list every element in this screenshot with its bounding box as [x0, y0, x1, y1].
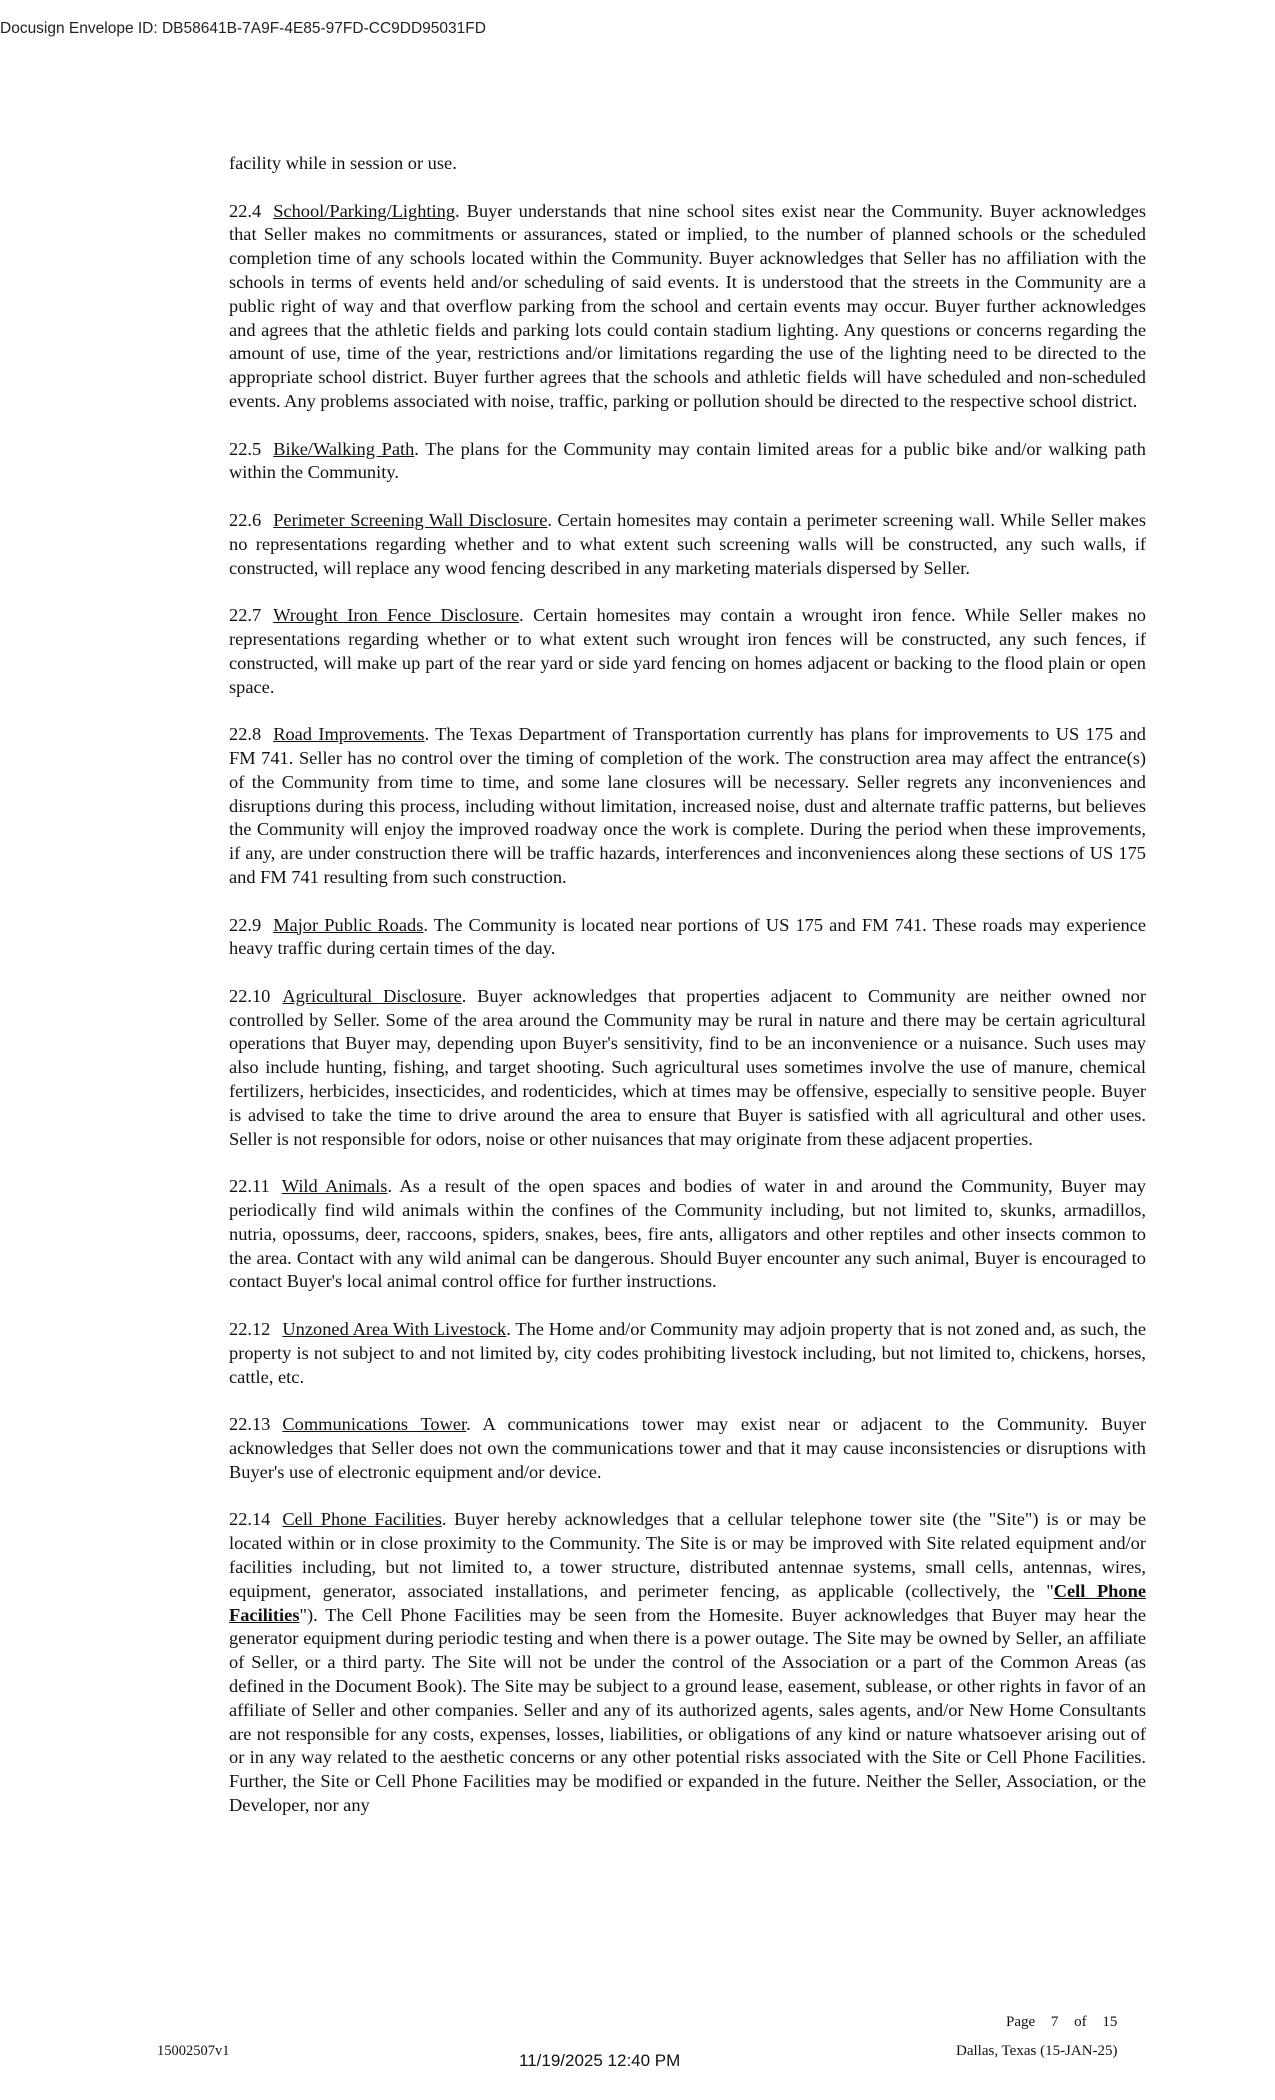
- document-version-id: 15002507v1: [157, 2043, 230, 2059]
- section-title: Communications Tower: [282, 1414, 467, 1435]
- section-22-7: [229, 604, 1146, 699]
- page-label: Page: [1006, 2014, 1036, 2030]
- section-title: Unzoned Area With Livestock: [282, 1319, 507, 1340]
- section-number: 22.10: [229, 985, 271, 1006]
- section-text: . As a result of the open spaces and bodies of water in and around the Community, Buyer may periodically find wild animals within the confines of the Community including, but not limited to, skunks, armadillos, nutria, opossums, deer, raccoons, spiders, snakes, bees, fire ants, alligators and other reptiles and other insects common to the area. Contact with any wild animal can be dangerous. Should Buyer encounter any such animal, Buyer is encouraged to contact Buyer's local animal control office for further instructions.: [229, 1176, 1146, 1292]
- section-title: Major Public Roads: [273, 914, 424, 935]
- sections: [229, 200, 1146, 1485]
- section-22-13: [229, 1413, 1146, 1484]
- page-number: 7: [1050, 2014, 1059, 2030]
- section-number: 22.11: [229, 1176, 270, 1197]
- section-text: . Buyer understands that nine school sites exist near the Community. Buyer acknowledges that Seller makes no commitments or assurances, stated or implied, to the number of planned schools or the scheduled completion time of any schools located within the Community. Buyer acknowledges that Seller has no affiliation with the schools in terms of events held and/or scheduling of said events. It is understood that the streets in the Community are a public right of way and that overflow parking from the school and certain events may occur. Buyer further acknowledges and agrees that the athletic fields and parking lots could contain stadium lighting. Any questions or concerns regarding the amount of use, time of the year, restrictions and/or limitations regarding the use of the lighting need to be directed to the appropriate school district. Buyer further agrees that the schools and athletic fields will have scheduled and non-scheduled events. Any problems associated with noise, traffic, parking or pollution should be directed to the respective school district.: [229, 200, 1146, 411]
- section-number: 22.4: [229, 200, 262, 221]
- section-title: School/Parking/Lighting: [273, 200, 456, 221]
- section-text: . The plans for the Community may contain limited areas for a public bike and/or walking path within the Community.: [229, 438, 1146, 483]
- section-title: Bike/Walking Path: [273, 438, 415, 459]
- section-title: Road Improvements: [273, 724, 425, 745]
- page-indicator: [1006, 2014, 1117, 2031]
- section-title: Agricultural Disclosure: [282, 985, 462, 1006]
- section-number: 22.8: [229, 724, 262, 745]
- section-text: . The Texas Department of Transportation currently has plans for improvements to US 175 and FM 741. Seller has no control over the timing of completion of the work. The construction area may affect the entrance(s) of the Community from time to time, and some lane closures will be necessary. Seller regrets any inconveniences and disruptions during this process, including without limitation, increased noise, dust and alternate traffic patterns, but believes the Community will enjoy the improved roadway once the work is complete. During the period when these improvements, if any, are under construction there will be traffic hazards, interferences and inconveniences along these sections of US 175 and FM 741 resulting from such construction.: [229, 724, 1146, 887]
- section-title: Perimeter Screening Wall Disclosure: [273, 509, 548, 530]
- signature-timestamp: 11/19/2025 12:40 PM: [519, 2051, 681, 2070]
- section-text: . Buyer acknowledges that properties adjacent to Community are neither owned nor controlled by Seller. Some of the area around the Community may be rural in nature and there may be certain agricultural operations that Buyer may, depending upon Buyer's sensitivity, find to be an inconvenience or a nuisance. Such uses may also include hunting, fishing, and target shooting. Such agricultural uses sometimes involve the use of manure, chemical fertilizers, herbicides, insecticides, and rodenticides, which at times may be offensive, especially to sensitive people. Buyer is advised to take the time to drive around the area to ensure that Buyer is satisfied with all agricultural and other uses. Seller is not responsible for odors, noise or other nuisances that may originate from these adjacent properties.: [229, 985, 1146, 1149]
- section-text: . The Home and/or Community may adjoin property that is not zoned and, as such, the property is not subject to and not limited by, city codes prohibiting livestock including, but not limited to, chickens, horses, cattle, etc.: [229, 1319, 1146, 1387]
- section-number: 22.6: [229, 509, 262, 530]
- section-22-9: [229, 914, 1146, 962]
- section-number: 22.14: [229, 1509, 271, 1530]
- section-text: . Certain homesites may contain a perimeter screening wall. While Seller makes no representations regarding whether and to what extent such screening walls will be constructed, any such walls, if constructed, will replace any wood fencing described in any marketing materials dispersed by Seller.: [229, 509, 1147, 578]
- section-number: 22.13: [229, 1414, 271, 1435]
- defined-term: Cell Phone Facilities: [229, 1580, 1146, 1625]
- section-text: . Buyer hereby acknowledges that a cellular telephone tower site (the "Site") is or may be located within or in close proximity to the Community. The Site is or may be improved with Site related equipment and/or facilities including, but not limited to, a tower structure, distributed antennae systems, small cells, antennas, wires, equipment, generator, associated installations, and perimeter fencing, as applicable (collectively, the ": [229, 1509, 1146, 1601]
- section-title: Wild Animals: [281, 1176, 388, 1197]
- section-22-10: [229, 985, 1146, 1152]
- section-22-12: [229, 1318, 1146, 1389]
- section-text: . The Community is located near portions of US 175 and FM 741. These roads may experience heavy traffic during certain times of the day.: [229, 914, 1147, 959]
- section-22-5: [229, 438, 1146, 486]
- page-total: 15: [1102, 2014, 1118, 2030]
- section-22-8: [229, 723, 1146, 890]
- document-body: [229, 152, 1146, 1842]
- section-22-4: [229, 200, 1146, 414]
- carryover-text: facility while in session or use.: [229, 153, 457, 173]
- of-label: of: [1074, 2014, 1087, 2030]
- document-location-date: Dallas, Texas (15-JAN-25): [956, 2043, 1118, 2059]
- section-number: 22.7: [229, 605, 262, 626]
- section-text-continued: "). The Cell Phone Facilities may be seen from the Homesite. Buyer acknowledges that Buyer may hear the generator equipment during periodic testing and when there is a power outage. The Site may be owned by Seller, an affiliate of Seller, or a third party. The Site will not be under the control of the Association or a part of the Common Areas (as defined in the Document Book). The Site may be subject to a ground lease, easement, sublease, or other rights in favor of an affiliate of Seller and other companies. Seller and any of its authorized agents, sales agents, and/or New Home Consultants are not responsible for any costs, expenses, losses, liabilities, or obligations of any kind or nature whatsoever arising out of or in any way related to the aesthetic concerns or any other potential risks associated with the Site or Cell Phone Facilities. Further, the Site or Cell Phone Facilities may be modified or expanded in the future. Neither the Seller, Association, or the Developer, nor any: [229, 1604, 1146, 1815]
- section-22-6: [229, 509, 1146, 580]
- section-number: 22.9: [229, 914, 262, 935]
- section-number: 22.5: [229, 438, 262, 459]
- envelope-id: Docusign Envelope ID: DB58641B-7A9F-4E85-97FD-CC9DD95031FD: [0, 20, 486, 37]
- section-text: . Certain homesites may contain a wrought iron fence. While Seller makes no representations regarding whether or to what extent such wrought iron fences will be constructed, any such fences, if constructed, will make up part of the rear yard or side yard fencing on homes adjacent or backing to the flood plain or open space.: [229, 605, 1146, 697]
- section-22-11: [229, 1175, 1146, 1294]
- section-title: Wrought Iron Fence Disclosure: [273, 605, 520, 626]
- section-title: Cell Phone Facilities: [282, 1509, 442, 1530]
- section-text: . A communications tower may exist near or adjacent to the Community. Buyer acknowledges that Seller does not own the communications tower and that it may cause inconsistencies or disruptions with Buyer's use of electronic equipment and/or device.: [229, 1414, 1146, 1482]
- section-number: 22.12: [229, 1319, 271, 1340]
- section-22-14: [229, 1508, 1146, 1817]
